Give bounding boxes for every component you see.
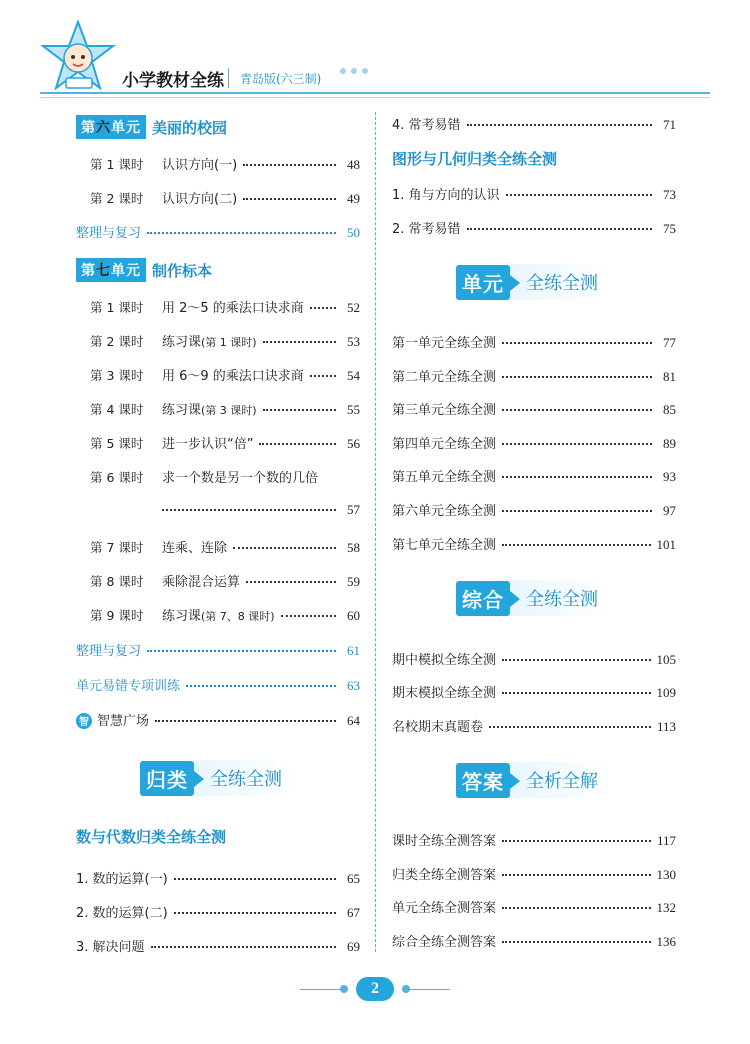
toc-entry[interactable]: 1. 角与方向的认识 73 — [392, 187, 676, 203]
toc-entry[interactable]: 第三单元全练全测 85 — [392, 402, 676, 418]
toc-entry[interactable]: 第 1 课时 用 2～5 的乘法口诀求商 52 — [90, 300, 360, 316]
dot-leader — [147, 232, 336, 234]
toc-entry[interactable]: 第二单元全练全测 81 — [392, 369, 676, 385]
toc-entry-multiline[interactable]: 第 6 课时 求一个数是另一个数的几倍 — [90, 470, 319, 486]
toc-entry[interactable]: 第 3 课时 用 6～9 的乘法口诀求商 54 — [90, 368, 360, 384]
toc-entry-wisdom[interactable]: 智 智慧广场 64 — [76, 710, 360, 729]
toc-entry[interactable]: 第 8 课时 乘除混合运算 59 — [90, 574, 360, 590]
dot-leader — [243, 164, 336, 166]
column-divider — [375, 112, 376, 952]
toc-entry[interactable]: 第五单元全练全测 93 — [392, 469, 676, 485]
unit-7-title: 制作标本 — [152, 261, 213, 280]
toc-entry[interactable]: 第 9 课时 练习课 (第 7、8 课时) 60 — [90, 608, 360, 624]
toc-entry[interactable]: 综合全练全测答案 136 — [392, 934, 676, 950]
page-header — [0, 0, 750, 110]
toc-entry[interactable]: 期末模拟全练全测 109 — [392, 685, 676, 701]
toc-entry[interactable]: 第 7 课时 连乘、连除 58 — [90, 540, 360, 556]
toc-entry[interactable]: 第 2 课时 认识方向(二) 49 — [90, 191, 360, 207]
number-algebra-heading: 数与代数归类全练全测 — [76, 828, 227, 846]
header-rule-thin — [40, 97, 710, 98]
mascot-star-icon — [38, 18, 118, 98]
toc-entry[interactable]: 第 1 课时 认识方向(一) 48 — [90, 157, 360, 173]
unit-7-heading — [76, 258, 212, 282]
footer-dot-left — [340, 985, 348, 993]
answers-banner: 答案 全析全解 — [456, 762, 610, 798]
toc-entry[interactable]: 第一单元全练全测 77 — [392, 335, 676, 351]
unit-tests-banner: 单元 全练全测 — [456, 264, 610, 300]
footer-rule-right — [402, 989, 450, 990]
toc-entry[interactable]: 第 2 课时 练习课 (第 1 课时) 53 — [90, 334, 360, 350]
toc-entry[interactable]: 名校期末真题卷 113 — [392, 719, 676, 735]
dot-leader — [243, 198, 336, 200]
series-title: 小学教材全练 — [122, 71, 224, 91]
toc-entry[interactable]: 2. 常考易错 75 — [392, 221, 676, 237]
page-number: 2 — [356, 977, 394, 1001]
toc-entry[interactable]: 课时全练全测答案 117 — [392, 833, 676, 849]
toc-entry[interactable]: 单元全练全测答案 132 — [392, 900, 676, 916]
toc-entry[interactable]: 4. 常考易错 71 — [392, 117, 676, 133]
toc-entry-errors[interactable]: 单元易错专项训练 63 — [76, 678, 360, 694]
comprehensive-banner: 综合 全练全测 — [456, 580, 610, 616]
header-rule — [40, 92, 710, 94]
toc-entry[interactable]: 1. 数的运算(一) 65 — [76, 871, 360, 887]
toc-entry[interactable]: 3. 解决问题 69 — [76, 939, 360, 955]
header-separator — [228, 68, 229, 88]
unit-6-heading — [76, 115, 227, 139]
toc-entry[interactable]: 第 4 课时 练习课 (第 3 课时) 55 — [90, 402, 360, 418]
category-banner: 归类 全练全测 — [140, 760, 294, 796]
toc-entry-review[interactable]: 整理与复习 61 — [76, 643, 360, 659]
unit-6-label: 第六单元 — [76, 115, 146, 139]
wisdom-square-icon: 智 — [76, 713, 92, 729]
header-dots — [340, 68, 368, 74]
unit-6-title: 美丽的校园 — [152, 118, 228, 137]
toc-entry[interactable]: 期中模拟全练全测 105 — [392, 652, 676, 668]
toc-entry[interactable]: 第七单元全练全测 101 — [392, 537, 676, 553]
toc-entry[interactable]: 第四单元全练全测 89 — [392, 436, 676, 452]
toc-entry-continuation[interactable]: 57 — [162, 502, 360, 518]
toc-entry[interactable]: 第 5 课时 进一步认识“倍” 56 — [90, 436, 360, 452]
toc-entry[interactable]: 归类全练全测答案 130 — [392, 867, 676, 883]
geometry-heading: 图形与几何归类全练全测 — [392, 150, 558, 168]
unit-7-label: 第七单元 — [76, 258, 146, 282]
edition-label: 青岛版(六三制) — [240, 72, 322, 86]
page-footer — [0, 975, 750, 1005]
toc-entry[interactable]: 第六单元全练全测 97 — [392, 503, 676, 519]
toc-entry[interactable]: 2. 数的运算(二) 67 — [76, 905, 360, 921]
toc-entry-review[interactable]: 整理与复习 50 — [76, 225, 360, 241]
